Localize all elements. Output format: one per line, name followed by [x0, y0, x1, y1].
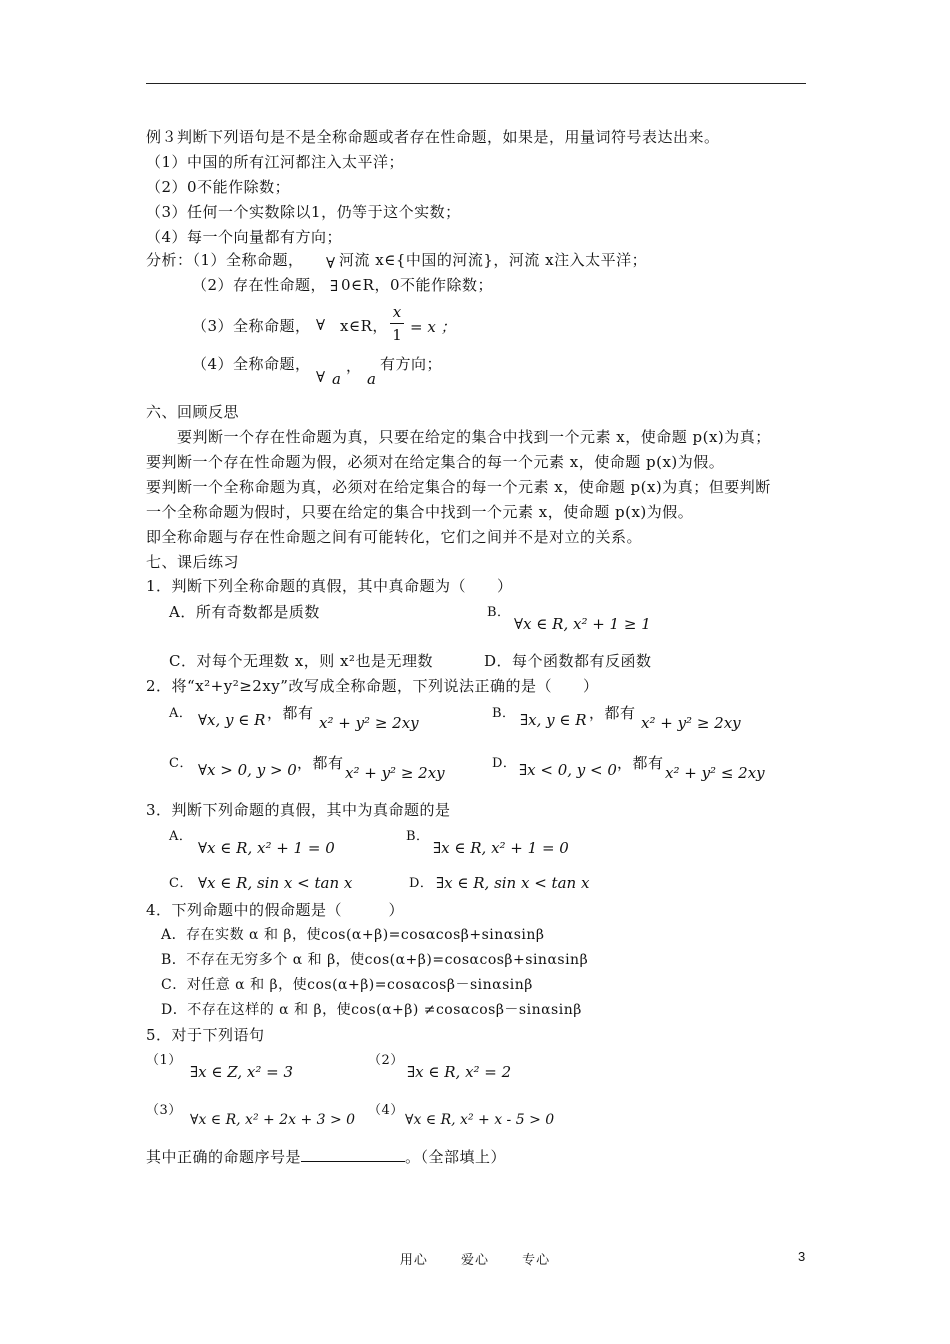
q5-stem: 5．对于下列语句	[146, 1026, 265, 1044]
q3-option-d-label: D．	[409, 876, 434, 891]
section-6-para-2: 要判断一个存在性命题为假，必须对在给定集合的每一个元素 x，使命题 p(x)为假。	[146, 453, 725, 471]
vector-a: a	[367, 370, 376, 388]
q4-option-b: B．不存在无穷多个 α 和 β，使cos(α+β)=cosαcosβ+sinαsinβ	[161, 952, 589, 968]
q3-option-a-label: A．	[169, 829, 193, 844]
header-rule	[146, 83, 806, 84]
forall-symbol: ∀	[326, 254, 336, 272]
q5-item-4-label: （4）	[368, 1103, 404, 1118]
fraction-numerator: x	[392, 303, 402, 321]
q2-option-b-ineq: x² + y² ≥ 2xy	[641, 714, 741, 732]
q1-option-b-math: ∀x ∈ R, x² + 1 ≥ 1	[514, 615, 651, 633]
example3-item-2: （2）0不能作除数；	[146, 178, 291, 196]
q5-answer-prefix: 其中正确的命题序号是	[146, 1148, 302, 1166]
q4-option-d: D．不存在这样的 α 和 β，使cos(α+β) ≠cosαcosβ－sinαsinβ	[161, 1002, 582, 1018]
section-6-para-4: 一个全称命题为假时，只要在给定的集合中找到一个元素 x，使命题 p(x)为假。	[146, 503, 694, 521]
q2-option-d-text: ，都有	[617, 754, 664, 772]
q3-option-b-label: B．	[406, 829, 430, 844]
footer-item: 爱心	[460, 1253, 489, 1268]
answer-blank[interactable]	[301, 1147, 405, 1162]
q2-option-c-ineq: x² + y² ≥ 2xy	[345, 764, 445, 782]
q2-option-d-ineq: x² + y² ≤ 2xy	[665, 764, 765, 782]
q1-option-c: C．对每个无理数 x，则 x²也是无理数	[169, 652, 433, 670]
q3-option-b-math: ∃x ∈ R, x² + 1 = 0	[433, 839, 569, 857]
forall-symbol: ∀	[316, 368, 326, 386]
q4-option-a: A．存在实数 α 和 β，使cos(α+β)=cosαcosβ+sinαsinβ	[161, 927, 545, 943]
q4-stem: 4．下列命题中的假命题是（ ）	[146, 901, 405, 919]
section-7-heading: 七、课后练习	[146, 553, 240, 571]
example3-title: 例３判断下列语句是不是全称命题或者存在性命题，如果是，用量词符号表达出来。	[146, 128, 720, 146]
vector-a: a	[332, 370, 341, 388]
q2-option-a-text: ，都有	[267, 704, 314, 722]
page-number: 3	[798, 1249, 806, 1264]
page-footer	[0, 1249, 950, 1268]
q5-item-1-math: ∃x ∈ Z, x² = 3	[190, 1063, 294, 1081]
analysis-2-prefix: （2）存在性命题，	[192, 276, 327, 294]
q5-answer-line	[146, 1147, 506, 1167]
section-6-para-5: 即全称命题与存在性命题之间有可能转化，它们之间并不是对立的关系。	[146, 528, 643, 546]
analysis-1-prefix: 分析：（1）全称命题，	[146, 251, 304, 269]
q1-option-b-label: B．	[487, 605, 511, 620]
q3-stem: 3．判断下列命题的真假，其中为真命题的是	[146, 801, 451, 819]
analysis-3-domain: x∈R，	[340, 317, 388, 335]
q2-option-b-label: B．	[492, 706, 516, 721]
q3-option-d-math: ∃x ∈ R, sin x < tan x	[436, 874, 590, 892]
q5-item-4-math: ∀x ∈ R, x² + x - 5 > 0	[405, 1112, 555, 1128]
exists-symbol: ∃	[330, 277, 339, 295]
q5-item-3-math: ∀x ∈ R, x² + 2x + 3 > 0	[190, 1112, 356, 1128]
section-6-para-1: 要判断一个存在性命题为真，只要在给定的集合中找到一个元素 x，使命题 p(x)为真；	[177, 428, 771, 446]
q5-item-2-label: （2）	[368, 1053, 404, 1068]
fraction-bar	[390, 323, 404, 324]
analysis-1-text: 河流 x∈{中国的河流}，河流 x注入太平洋；	[339, 251, 648, 269]
example3-item-3: （3）任何一个实数除以1，仍等于这个实数；	[146, 203, 461, 221]
fraction-denominator: 1	[392, 326, 402, 344]
q1-stem: 1．判断下列全称命题的真假，其中真命题为（ ）	[146, 577, 513, 595]
q2-option-c-text: ，都有	[297, 754, 344, 772]
analysis-3-prefix: （3）全称命题，	[192, 317, 311, 335]
section-6-para-3: 要判断一个全称命题为真，必须对在给定集合的每一个元素 x，使命题 p(x)为真；但要判断	[146, 478, 771, 496]
footer-item: 专心	[522, 1253, 551, 1268]
example3-item-4: （4）每一个向量都有方向；	[146, 228, 343, 246]
comma: ，	[346, 357, 362, 375]
q5-item-1-label: （1）	[146, 1053, 182, 1068]
analysis-4-prefix: （4）全称命题，	[192, 355, 311, 373]
section-6-heading: 六、回顾反思	[146, 403, 240, 421]
fraction-x-over-1	[388, 303, 406, 344]
footer-item: 用心	[399, 1253, 428, 1268]
q2-stem: 2．将“x²+y²≥2xy”改写成全称命题，下列说法正确的是（ ）	[146, 677, 599, 695]
q4-option-c: C．对任意 α 和 β，使cos(α+β)=cosαcosβ－sinαsinβ	[161, 977, 533, 993]
q1-option-d: D．每个函数都有反函数	[484, 652, 652, 670]
q1-option-a: A．所有奇数都是质数	[169, 603, 320, 621]
q2-option-b-math: ∃x, y ∈ R	[520, 711, 587, 729]
q2-option-b-text: ，都有	[589, 704, 636, 722]
example3-item-1: （1）中国的所有江河都注入太平洋；	[146, 153, 405, 171]
q5-item-3-label: （3）	[146, 1103, 182, 1118]
q2-option-a-math: ∀x, y ∈ R	[198, 711, 266, 729]
q2-option-c-label: C．	[169, 756, 193, 771]
q3-option-a-math: ∀x ∈ R, x² + 1 = 0	[198, 839, 335, 857]
q5-answer-suffix: 。（全部填上）	[405, 1148, 507, 1166]
q5-item-2-math: ∃x ∈ R, x² = 2	[407, 1063, 512, 1081]
forall-symbol: ∀	[316, 316, 326, 334]
q3-option-c-math: ∀x ∈ R, sin x < tan x	[198, 874, 353, 892]
q2-option-d-label: D．	[492, 756, 517, 771]
analysis-2-text: 0∈R，0不能作除数；	[341, 276, 493, 294]
q3-option-c-label: C．	[169, 876, 193, 891]
q2-option-d-math: ∃x < 0, y < 0	[519, 761, 617, 779]
q2-option-a-label: A．	[169, 706, 193, 721]
q2-option-a-ineq: x² + y² ≥ 2xy	[319, 714, 419, 732]
analysis-4-text: 有方向；	[380, 355, 443, 373]
analysis-3-result: = x ；	[410, 318, 456, 336]
q2-option-c-math: ∀x > 0, y > 0	[198, 761, 297, 779]
